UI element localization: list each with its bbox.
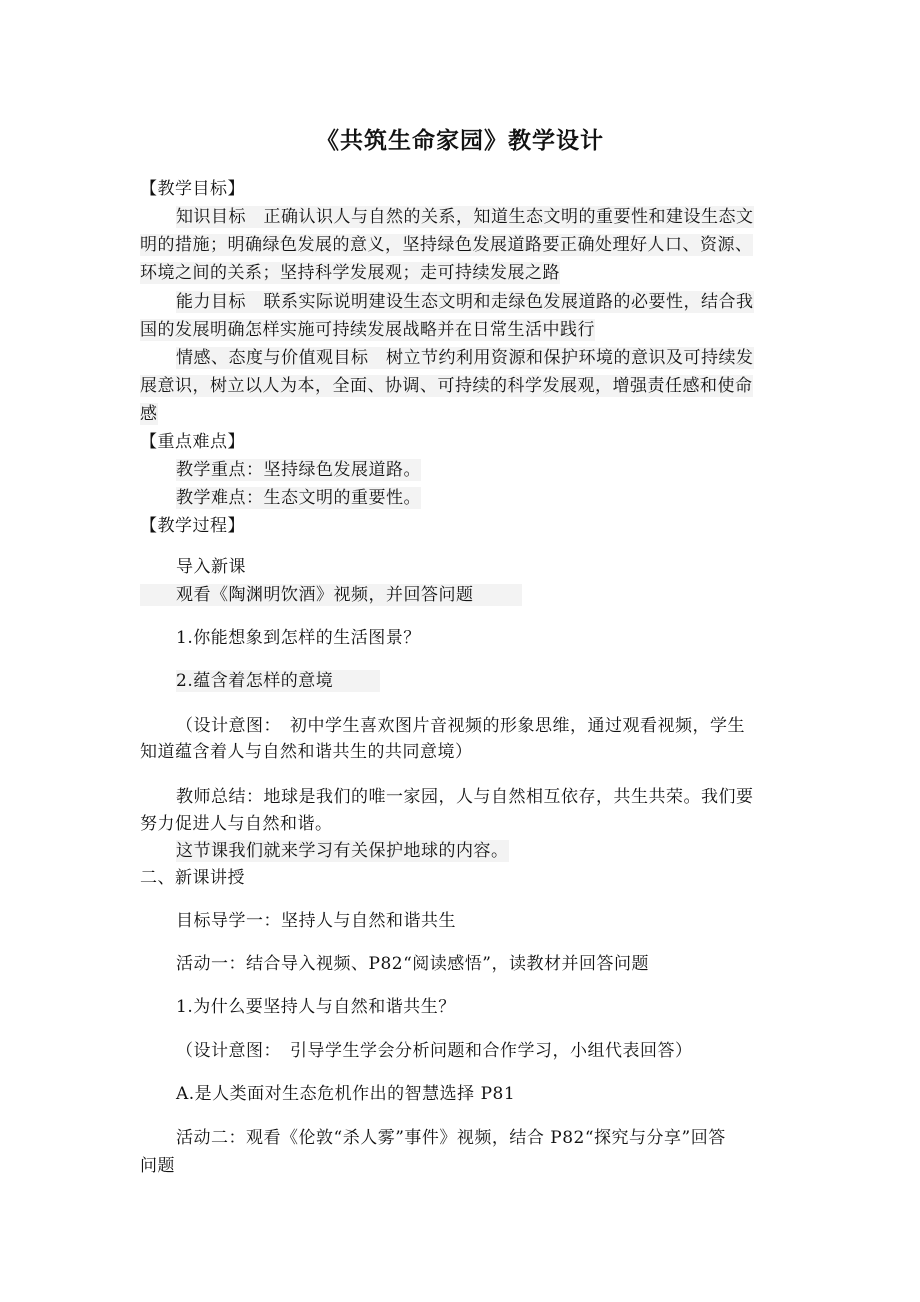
paragraph-line: 感 <box>140 404 158 424</box>
question-line: 2.蕴含着怎样的意境 <box>176 670 380 692</box>
paragraph-line: 努力促进人与自然和谐。 <box>140 814 333 834</box>
section-heading-key-points: 【重点难点】 <box>140 432 245 452</box>
paragraph-line: 活动二：观看《伦敦“杀人雾”事件》视频，结合 P82“探究与分享”回答 <box>176 1128 726 1148</box>
section-heading-new-lesson: 二、新课讲授 <box>140 868 245 888</box>
paragraph-line: 目标导学一：坚持人与自然和谐共生 <box>176 911 456 931</box>
paragraph-line: 导入新课 <box>176 557 246 577</box>
paragraph-line: 教师总结：地球是我们的唯一家园，人与自然相互依存，共生共荣。我们要 <box>176 787 754 807</box>
paragraph-line: 明的措施；明确绿色发展的意义，坚持绿色发展道路要正确处理好人口、资源、 <box>140 235 753 255</box>
design-intent-line: （设计意图： 初中学生喜欢图片音视频的形象思维，通过观看视频，学生 <box>176 716 745 736</box>
section-heading-objectives: 【教学目标】 <box>140 179 245 199</box>
paragraph-line: 知识目标 正确认识人与自然的关系，知道生态文明的重要性和建设生态文 <box>176 207 754 227</box>
paragraph-line: 教学难点：生态文明的重要性。 <box>176 488 421 508</box>
paragraph-line: 情感、态度与价值观目标 树立节约利用资源和保护环境的意识及可持续发 <box>176 348 754 368</box>
paragraph-line: 观看《陶渊明饮酒》视频，并回答问题 <box>140 584 522 606</box>
paragraph-line: 问题 <box>140 1156 175 1176</box>
paragraph-line: 教学重点：坚持绿色发展道路。 <box>176 460 421 480</box>
question-line: 1.为什么要坚持人与自然和谐共生？ <box>176 997 456 1017</box>
paragraph-line: 展意识，树立以人为本，全面、协调、可持续的科学发展观，增强责任感和使命 <box>140 376 753 396</box>
paragraph-line: 国的发展明确怎样实施可持续发展战略并在日常生活中践行 <box>140 320 595 340</box>
document-title: 《共筑生命家园》教学设计 <box>316 127 604 154</box>
question-line: 1.你能想象到怎样的生活图景？ <box>176 628 421 648</box>
design-intent-line: 知道蕴含着人与自然和谐共生的共同意境） <box>140 742 473 762</box>
design-intent-line: （设计意图： 引导学生学会分析问题和合作学习，小组代表回答） <box>176 1041 693 1061</box>
paragraph-line: 环境之间的关系；坚持科学发展观；走可持续发展之路 <box>140 263 560 283</box>
paragraph-line: 这节课我们就来学习有关保护地球的内容。 <box>176 841 509 861</box>
paragraph-line: 活动一：结合导入视频、P82“阅读感悟”，读教材并回答问题 <box>176 954 649 974</box>
section-heading-process: 【教学过程】 <box>140 516 245 536</box>
paragraph-line: A.是人类面对生态危机作出的智慧选择 P81 <box>176 1084 516 1104</box>
paragraph-line: 能力目标 联系实际说明建设生态文明和走绿色发展道路的必要性，结合我 <box>176 292 754 312</box>
